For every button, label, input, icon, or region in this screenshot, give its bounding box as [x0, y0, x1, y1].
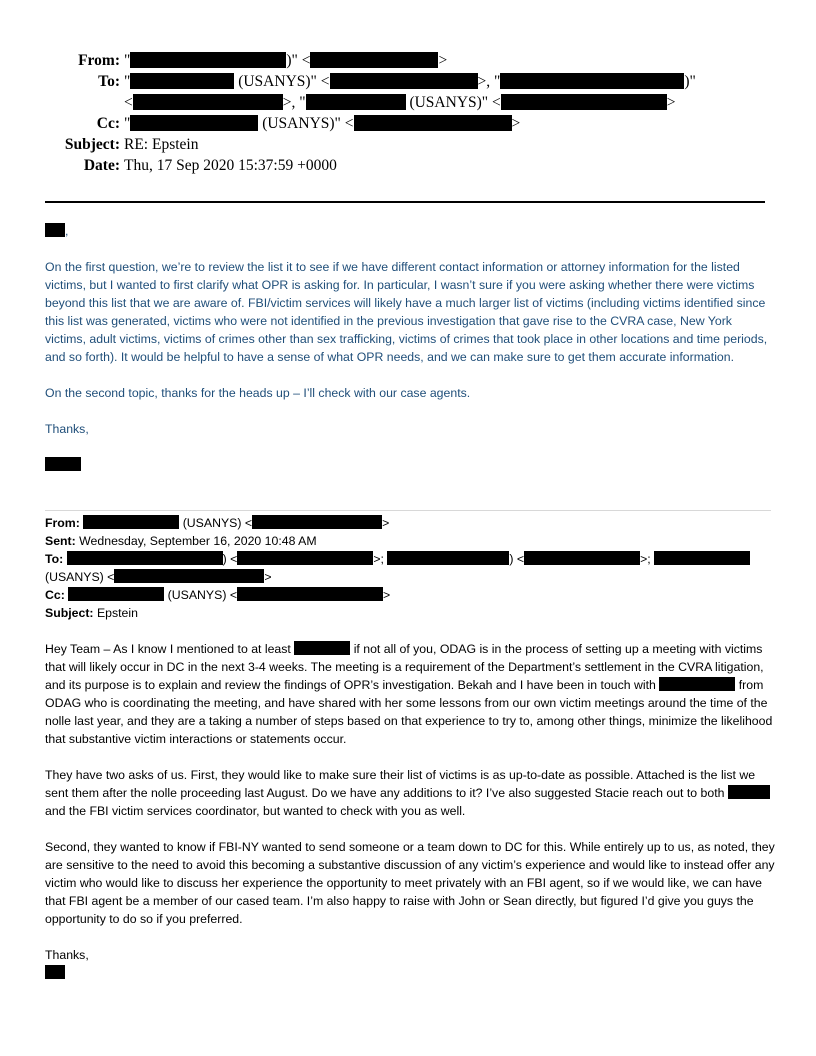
header-divider — [45, 201, 765, 203]
usanys-text: (USANYS)" — [262, 115, 341, 132]
redaction — [114, 569, 264, 583]
redaction — [68, 587, 164, 601]
body-thanks: Thanks, — [45, 946, 775, 982]
subject-value: RE: Epstein — [124, 136, 199, 153]
body-paragraph-3: Second, they wanted to know if FBI-NY wanted to send someone or a team down to DC for this. While entirely up to us, as noted, they are sensitive to the need to avoid this becoming a substantive discussion of any victim’s experience and would like to instead offer any victim who would like to discuss her experience the opportunity to meet privately with an FBI agent, so if we would like, we can have that FBI agent be a member of our cased team. I’m also happy to raise with John or Sean directly, but figured I’d give you guys the opportunity to do so if you preferred. — [45, 840, 775, 926]
date-value: Thu, 17 Sep 2020 15:37:59 +0000 — [124, 157, 337, 174]
redaction — [659, 677, 735, 691]
fwd-subject-label: Subject: — [45, 606, 94, 620]
usanys-text: (USANYS) — [167, 588, 227, 602]
greeting: , — [45, 222, 775, 240]
usanys-text: (USANYS)" — [238, 73, 317, 90]
redaction — [237, 587, 383, 601]
redaction — [45, 457, 81, 471]
redaction — [45, 965, 65, 979]
forwarded-body — [45, 640, 775, 984]
fwd-from-row: From: (USANYS) < > — [45, 516, 390, 530]
fwd-subject-row — [45, 604, 775, 622]
reply-paragraph-1: On the first question, we’re to review the list it to see if we have different contact information or attorney information for the listed victims, but I wanted to first clarify what OPR is asking for. In particular, I wasn’t sure if you were asking whether there were victims beyond this list that we are aware of. FBI/victim services will likely have a much larger list of victims (including victims identified since this list was generated, victims who were not identified in the previous investigation that gave rise to the CVRA case, New York victims, adult victims, victims of crimes other than sex trafficking, victims of crimes that took place in other locations and time periods, and so forth). It would be helpful to have a sense of what OPR needs, and we can make sure to get them accurate information. — [45, 260, 768, 364]
redaction — [500, 73, 684, 89]
redaction — [306, 94, 406, 110]
redaction — [524, 551, 640, 565]
email-page: From: " )" < > To: " (USANYS)" < >, " )" < >, " (USANYS)" < > Cc: " (USANYS)" < > Subject: RE: Epstein Date: Thu, 17 Sep 2020 15:37:59 +0000 , On the first question, we’re to review the list it to see if we have different contact information or attorney information for the listed victims, but I wanted to first clarify what OPR is asking for. In particular, I wasn’t sure if you were asking whether there were victims beyond this list that we are aware of. FBI/victim services will likely have a much larger list of victims (including victims identified since this list was generated, victims who were not identified in the previous investigation that gave rise to the CVRA case, New York victims, adult victims, victims of crimes other than sex trafficking, victims of crimes that took place in other locations and time periods, and so forth). It would be helpful to have a sense of what OPR needs, and we can make sure to get them accurate information. On the second topic, thanks for the heads up – I’ll check with our case agents. Thanks, From: (USANYS) < > Sent: Wednesday, September 16, 2020 10:48 AM To: ) < >; ) < >; (USANYS) < > Cc: (USANYS) < > Subject: Epstein Hey Team – As I know I mentioned to at least if not all of you, ODAG is in the process of setting up a meeting with victims that will likely occur in DC in the next 3-4 weeks. The meeting is a requirement of the Department’s settlement in the CVRA litigation, and its purpose is to explain and review the findings of OPR’s investigation. Bekah and I have been in touch with from ODAG who is coordinating the meeting, and have shared with her some lessons from our own victim meetings around the time of the nolle last year, and they are a taking a number of steps based on that experience to try to, among other things, minimize the likelihood that substantive victim interactions or statements occur. They have two asks of us. First, they would like to make sure their list of victims is as up-to-date as possible. Attached is the list we sent them after the nolle proceeding last August. Do we have any additions to it? I’ve also suggested Stacie reach out to both and the FBI victim services coordinator, but wanted to check with you as well. Second, they wanted to know if FBI-NY wanted to send someone or a team down to DC for this. While entirely up to us, as noted, they are sensitive to the need to avoid this becoming a substantive discussion of any victim’s experience and would like to instead offer any victim who would like to discuss her experience the opportunity to meet privately with an FBI agent, so if we would like, we can have that FBI agent be a member of our cased team. I’m also happy to raise with John or Sean directly, but figured I’d give you guys the opportunity to do so if you preferred. Thanks, — [0, 0, 816, 1056]
subject-label: Subject: — [64, 136, 120, 153]
reply-thanks: Thanks, — [45, 422, 89, 436]
redaction — [294, 641, 350, 655]
redaction — [130, 73, 234, 89]
usanys-text: (USANYS) — [182, 516, 242, 530]
cc-label: Cc: — [96, 115, 120, 132]
fwd-cc-row: Cc: (USANYS) < > — [45, 588, 391, 602]
fwd-to-row-2: (USANYS) < > — [45, 570, 272, 584]
redaction — [130, 115, 258, 131]
forwarded-header — [45, 514, 775, 622]
redaction — [654, 551, 750, 565]
to-label: To: — [98, 73, 120, 90]
body-paragraph-1: Hey Team – As I know I mentioned to at least if not all of you, ODAG is in the process of setting up a meeting with victims that will likely occur in DC in the next 3-4 weeks. The meeting is a requirement of the Department’s settlement in the CVRA litigation, and its purpose is to explain and review the findings of OPR’s investigation. Bekah and I have been in touch with from ODAG who is coordinating the meeting, and have shared with her some lessons from our own victim meetings around the time of the nolle last year, and they are a taking a number of steps based on that experience to try to, among other things, minimize the likelihood that substantive victim interactions or statements occur. — [45, 642, 773, 746]
redaction — [130, 52, 286, 68]
redaction — [310, 52, 438, 68]
date-label: Date: — [83, 157, 120, 174]
quote-divider — [45, 510, 771, 511]
redaction — [330, 73, 478, 89]
fwd-sent-label: Sent: — [45, 534, 76, 548]
redaction — [501, 94, 667, 110]
redaction — [45, 223, 65, 237]
redaction — [133, 94, 283, 110]
redaction — [728, 785, 770, 799]
redaction — [67, 551, 223, 565]
body-paragraph-2: They have two asks of us. First, they would like to make sure their list of victims is as up-to-date as possible. Attached is the list we sent them after the nolle proceeding last August. Do we have any additions to it? I’ve also suggested Stacie reach out to both and the FBI victim services coordinator, but wanted to check with you as well. — [45, 766, 775, 820]
redaction — [387, 551, 509, 565]
reply-body — [45, 222, 775, 492]
redaction — [252, 515, 382, 529]
fwd-sent-row — [45, 532, 775, 550]
fwd-to-label: To: — [45, 552, 64, 566]
fwd-cc-label: Cc: — [45, 588, 65, 602]
redaction — [354, 115, 512, 131]
redaction — [237, 551, 373, 565]
usanys-text: (USANYS) — [45, 570, 104, 584]
redaction — [83, 515, 179, 529]
fwd-subject-value: Epstein — [96, 606, 138, 620]
fwd-to-row: To: ) < >; ) < >; — [45, 550, 775, 568]
signature — [45, 456, 775, 474]
usanys-text: (USANYS)" — [409, 94, 489, 111]
fwd-from-label: From: — [45, 516, 80, 530]
reply-paragraph-2: On the second topic, thanks for the heads up – I’ll check with our case agents. — [45, 386, 471, 400]
fwd-sent-value: Wednesday, September 16, 2020 10:48 AM — [79, 534, 317, 548]
from-label: From: — [78, 52, 120, 69]
